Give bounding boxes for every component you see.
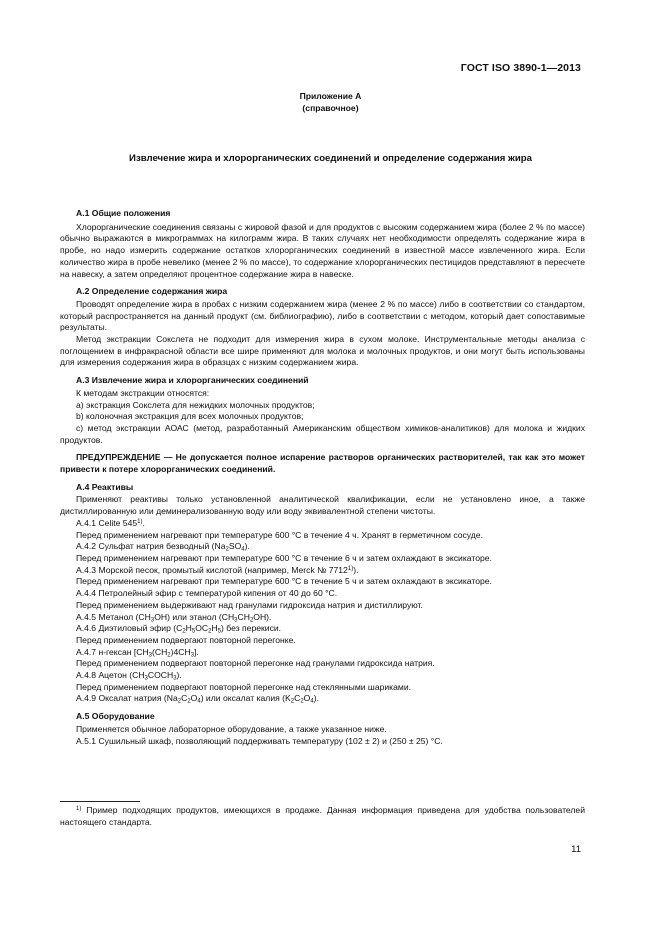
paragraph: Применяют реактивы только установленной аналитической квалификации, если не установлено иное, а также дистиллированную или деминерализованную воду или воду эквивалентной степени чистоты. xyxy=(60,494,585,517)
document-title: Извлечение жира и хлорорганических соединений и определение содержания жира xyxy=(129,153,532,164)
page-number: 11 xyxy=(571,844,581,855)
annex-title: Приложение А xyxy=(299,91,362,101)
reagent-item: А.4.6 Диэтиловый эфир $(C_2H_5OC_2H_5)$ без перекиси. xyxy=(76,623,282,635)
reagent-item: А.4.1 Celite 545$^{1)}$. xyxy=(76,517,145,528)
reagent-note: Перед применением подвергают повторной перегонке. xyxy=(76,634,296,645)
paragraph: Хлорорганические соединения связаны с жировой фазой и для продуктов с высоким содержанием жира (более 2 % по массе) обычно выражаются в микрограммах на килограмм жира. В таких случаях нет необходимости определять содержание жира в пробе, но надо измерить содержание остатков хлорорганических соединений в известной массе извлеченного жира. Если количество жира в пробе невелико (менее 2 % по массе), то содержание хлорорганических пестицидов представляют в пересчете на навеску, а затем определяют процентное содержание жира в навеске. xyxy=(60,221,585,279)
paragraph: Проводят определение жира в пробах с низким содержанием жира (менее 2 % по массе) либо в соответствии со стандартом, который распространяется на данный продукт (см. библиографию), либо в соответствии с методом, который дает сопоставимые результаты. xyxy=(60,298,585,333)
reagent-item: А.4.4 Петролейный эфир с температурой кипения от 40 до 60 °С. xyxy=(76,588,338,599)
reagent-item: А.4.8 Ацетон $(CH_3COCH_3)$. xyxy=(76,670,182,682)
section-heading-a5: А.5 Оборудование xyxy=(76,711,155,722)
equipment-item: А.5.1 Сушильный шкаф, позволяющий поддерживать температуру (102 ± 2) и (250 ± 25) °С. xyxy=(76,735,443,746)
warning-paragraph: ПРЕДУПРЕЖДЕНИЕ — Не допускается полное испарение растворов органических растворителей, так как это может привести к потере хлорорганических соединений. xyxy=(60,452,585,475)
reagent-note: Перед применением подвергают повторной перегонке над гранулами гидроксида натрия. xyxy=(76,658,435,669)
standard-code-header: ГОСТ ISO 3890-1—2013 xyxy=(460,62,581,74)
list-item: a) экстракция Сокслета для нежидких молочных продуктов; xyxy=(76,399,315,410)
list-item: b) колоночная экстракция для всех молочных продуктов; xyxy=(76,411,304,422)
reagent-item: А.4.9 Оксалат натрия $(Na_2C_2O_4)$ или оксалат калия $(K_2C_2O_4)$. xyxy=(76,693,319,705)
annex-note: (справочное) xyxy=(302,103,359,113)
document-body xyxy=(60,208,585,747)
reagent-note: Перед применением подвергают повторной перегонке над стеклянными шариками. xyxy=(76,681,412,692)
section-heading-a4: А.4 Реактивы xyxy=(76,481,134,492)
paragraph: К методам экстракции относятся: xyxy=(76,387,210,398)
reagent-note: Перед применением нагревают при температуре 600 °С в течение 4 ч. Хранят в герметичном сосуде. xyxy=(76,529,483,540)
section-heading-a3: А.3 Извлечение жира и хлорорганических соединений xyxy=(76,375,309,386)
reagent-item: А.4.2 Сульфат натрия безводный $(Na_2SO_4)$. xyxy=(76,541,250,553)
section-heading-a1: А.1 Общие положения xyxy=(76,208,171,218)
reagent-note: Перед применением нагревают при температуре 600 °С в течение 5 ч и затем охлаждают в эксикаторе. xyxy=(76,576,492,587)
footnote-divider xyxy=(60,801,140,802)
reagent-note: Перед применением нагревают при температуре 600 °С в течение 6 ч и затем охлаждают в эксикаторе. xyxy=(76,552,492,563)
reagent-item: А.4.3 Морской песок, промытый кислотой (например, Merck № 7712$^{1)}$). xyxy=(76,564,359,575)
reagent-item: А.4.5 Метанол $(CH_3OH)$ или этанол $(CH_3CH_2OH)$. xyxy=(76,611,272,623)
paragraph: Применяется обычное лабораторное оборудование, а также указанное ниже. xyxy=(76,723,387,734)
footnote-mark: 1) xyxy=(76,806,82,812)
footnote xyxy=(60,805,585,828)
footnote-text: Пример подходящих продуктов, имеющихся в продаже. Данная информация приведена для удобства пользователей настоящего стандарта. xyxy=(60,805,585,827)
list-item: c) метод экстракции АОАС (метод, разработанный Американским обществом химиков-аналитиков) для молока и жидких продуктов. xyxy=(60,422,585,445)
reagent-item: А.4.7 н-гексан $[CH_3(CH_2)4CH_3]$. xyxy=(76,646,199,659)
section-heading-a2: А.2 Определение содержания жира xyxy=(76,286,228,297)
reagent-note: Перед применением выдерживают над гранулами гидроксида натрия и дистиллируют. xyxy=(76,599,423,610)
paragraph: Метод экстракции Сокслета не подходит для измерения жира в сухом молоке. Инструментальные методы анализа с поглощением в инфракрасной области все шире применяют для молока и молочных продуктов, и они могут быть использованы для измерения содержания жира в образцах с низким содержанием жира. xyxy=(60,334,585,368)
